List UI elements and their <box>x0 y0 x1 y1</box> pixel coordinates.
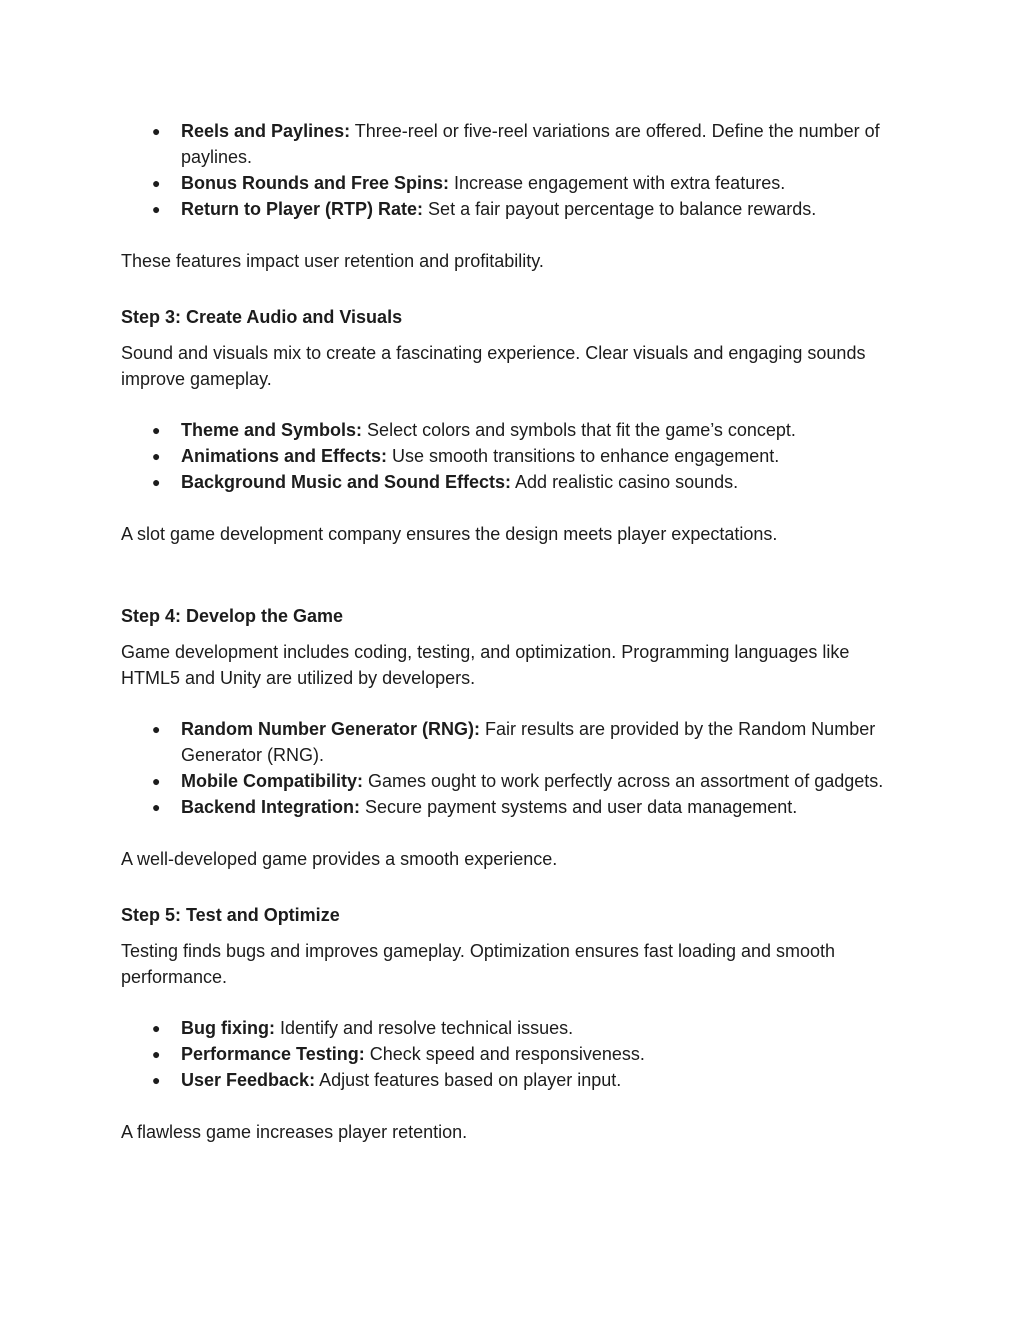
item-lead: Bug fixing: <box>181 1018 275 1038</box>
list-item <box>121 794 911 820</box>
item-lead: Backend Integration: <box>181 797 361 817</box>
item-lead: Animations and Effects: <box>181 446 388 466</box>
bullet-icon: ● <box>152 799 161 815</box>
step-5-outro: A flawless game increases player retention. <box>121 1122 468 1142</box>
bullet-icon: ● <box>152 1046 161 1062</box>
item-lead: Reels and Paylines: <box>181 121 351 141</box>
bullet-icon: ● <box>152 1020 161 1036</box>
list-item <box>121 1067 911 1093</box>
step-4-list <box>121 716 911 820</box>
item-text: Secure payment systems and user data management. <box>360 797 798 817</box>
step-5-intro: Testing finds bugs and improves gameplay. Optimization ensures fast loading and smooth performance. <box>121 941 836 987</box>
bullet-icon: ● <box>152 474 161 490</box>
item-text: Three-reel or five-reel variations are offered. Define the number of paylines. <box>181 121 880 167</box>
list-item <box>121 716 911 768</box>
step-3-heading: Step 3: Create Audio and Visuals <box>121 307 403 327</box>
item-text: Add realistic casino sounds. <box>511 472 739 492</box>
item-lead: Random Number Generator (RNG): <box>181 719 481 739</box>
feature-list <box>121 118 911 222</box>
bullet-icon: ● <box>152 448 161 464</box>
list-item <box>121 768 911 794</box>
list-item <box>121 469 911 495</box>
item-text: Fair results are provided by the Random Number Generator (RNG). <box>181 719 876 765</box>
item-lead: Performance Testing: <box>181 1044 365 1064</box>
item-lead: User Feedback: <box>181 1070 316 1090</box>
item-lead: Theme and Symbols: <box>181 420 363 440</box>
step-5-list <box>121 1015 911 1093</box>
step-5-heading: Step 5: Test and Optimize <box>121 905 340 925</box>
item-text: Use smooth transitions to enhance engagement. <box>387 446 780 466</box>
item-text: Set a fair payout percentage to balance rewards. <box>423 199 817 219</box>
item-lead: Mobile Compatibility: <box>181 771 363 791</box>
item-text: Increase engagement with extra features. <box>449 173 786 193</box>
bullet-icon: ● <box>152 721 161 737</box>
bullet-icon: ● <box>152 773 161 789</box>
step-4-intro: Game development includes coding, testing, and optimization. Programming languages like HTML5 and Unity are utilized by developers. <box>121 642 850 688</box>
list-item <box>121 1015 911 1041</box>
item-lead: Bonus Rounds and Free Spins: <box>181 173 450 193</box>
document-content <box>121 118 911 1145</box>
item-text: Games ought to work perfectly across an assortment of gadgets. <box>363 771 884 791</box>
list-item <box>121 170 911 196</box>
item-lead: Background Music and Sound Effects: <box>181 472 512 492</box>
item-text: Adjust features based on player input. <box>315 1070 622 1090</box>
item-text: Identify and resolve technical issues. <box>274 1018 574 1038</box>
list-item <box>121 118 911 170</box>
bullet-icon: ● <box>152 422 161 438</box>
bullet-icon: ● <box>152 1072 161 1088</box>
paragraph: These features impact user retention and profitability. <box>121 251 544 271</box>
list-item <box>121 196 911 222</box>
item-text: Select colors and symbols that fit the game’s concept. <box>362 420 796 440</box>
step-3-outro: A slot game development company ensures the design meets player expectations. <box>121 524 778 544</box>
item-lead: Return to Player (RTP) Rate: <box>181 199 424 219</box>
list-item <box>121 417 911 443</box>
step-4-heading: Step 4: Develop the Game <box>121 606 344 626</box>
step-3-intro: Sound and visuals mix to create a fascinating experience. Clear visuals and engaging sounds improve gameplay. <box>121 343 866 389</box>
bullet-icon: ● <box>152 201 161 217</box>
bullet-icon: ● <box>152 175 161 191</box>
step-4-outro: A well-developed game provides a smooth experience. <box>121 849 558 869</box>
step-3-list <box>121 417 911 495</box>
bullet-icon: ● <box>152 123 161 139</box>
item-text: Check speed and responsiveness. <box>364 1044 645 1064</box>
list-item <box>121 443 911 469</box>
list-item <box>121 1041 911 1067</box>
